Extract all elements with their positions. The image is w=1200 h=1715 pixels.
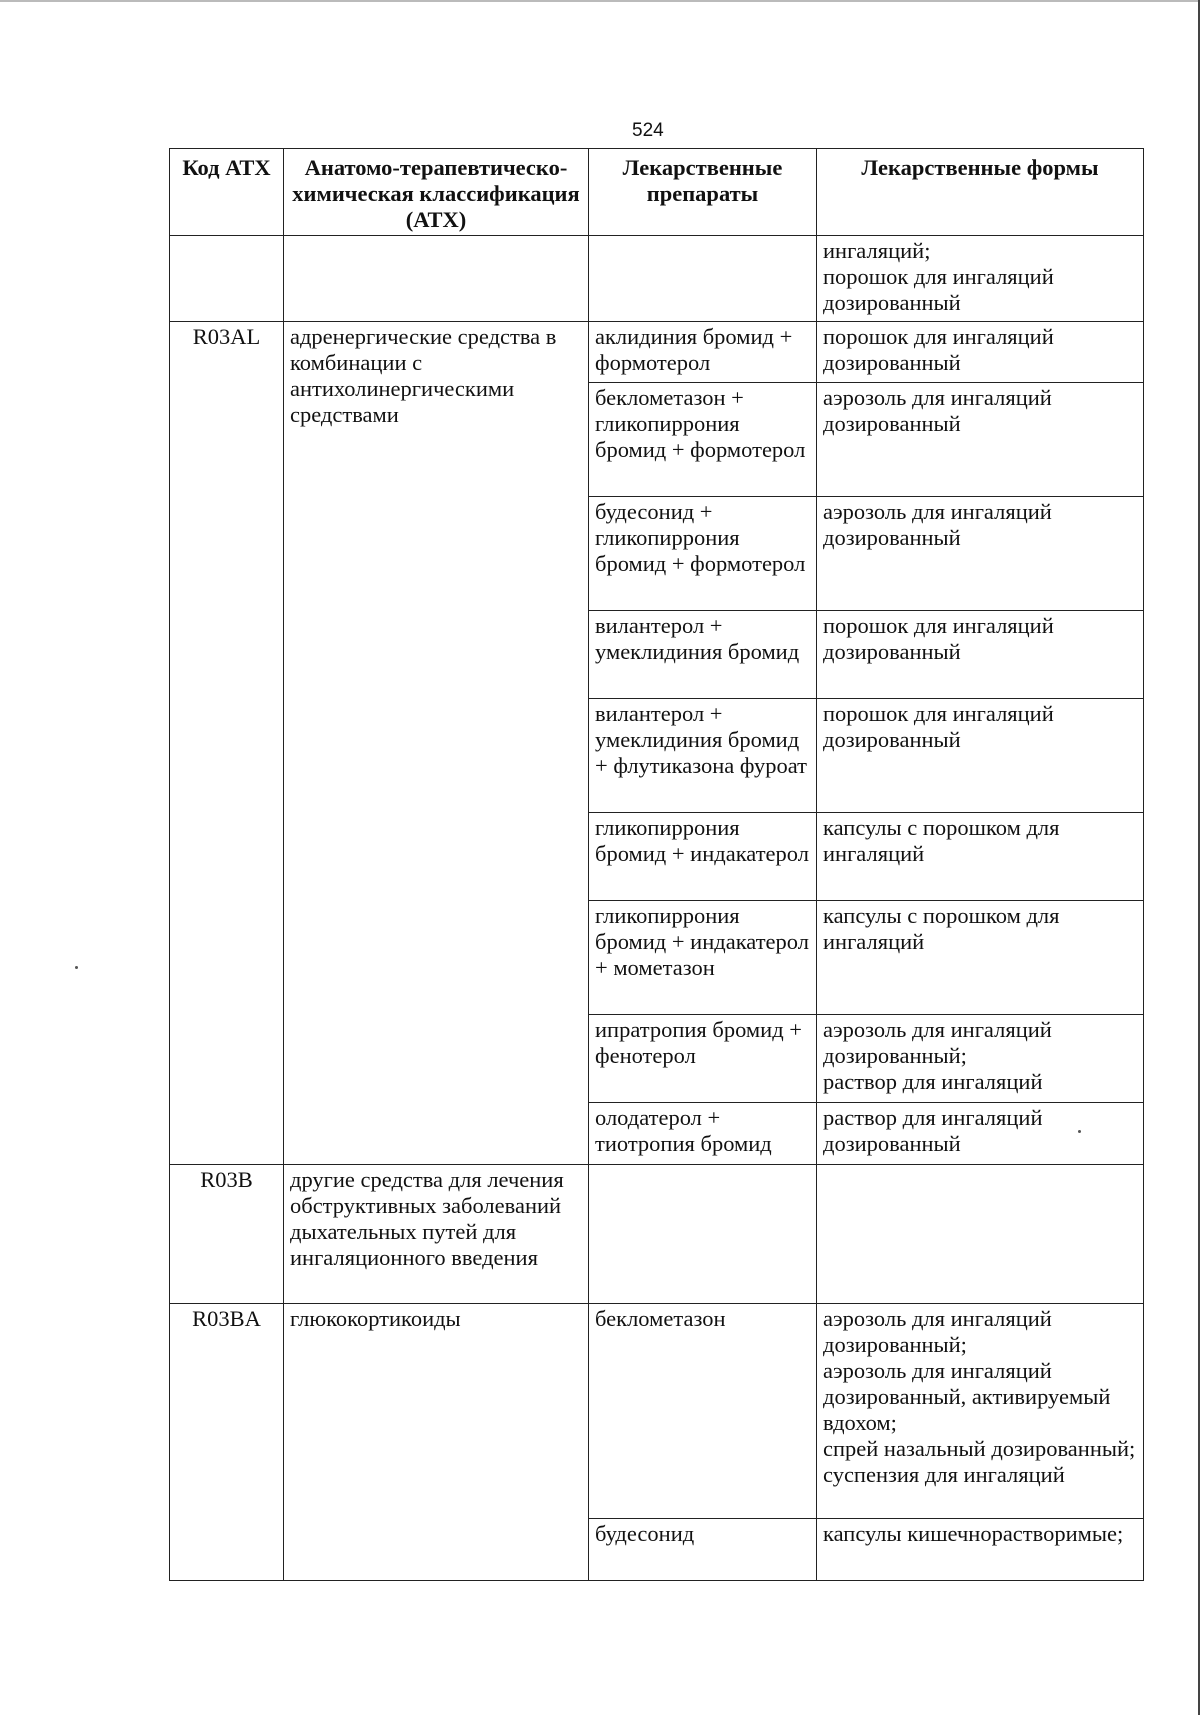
drug-cell: вилантерол + умеклидиния бромид	[589, 611, 817, 699]
header-forms: Лекарственные формы	[817, 149, 1144, 236]
atc-code-cell-continued	[170, 901, 284, 1165]
table-row	[170, 1165, 1144, 1304]
forms-cell: капсулы с порошком для ингаляций	[817, 813, 1144, 901]
forms-cell: аэрозоль для ингаляций дозированный	[817, 497, 1144, 611]
atc-code-cell: R03BA	[170, 1304, 284, 1581]
drug-cell: будесонид + гликопиррония бромид + формотерол	[589, 497, 817, 611]
scan-speck	[75, 966, 78, 969]
forms-cell: порошок для ингаляций дозированный	[817, 699, 1144, 813]
forms-cell	[817, 1165, 1144, 1304]
drug-cell: ипратропия бромид + фенотерол	[589, 1015, 817, 1103]
forms-cell: аэрозоль для ингаляций дозированный	[817, 383, 1144, 497]
continuation-code-cell	[170, 236, 284, 322]
table-header-row	[170, 149, 1144, 236]
drug-cell: олодатерол + тиотропия бромид	[589, 1103, 817, 1165]
drug-cell: гликопиррония бромид + индакатерол	[589, 813, 817, 901]
atc-drug-table	[169, 148, 1144, 1581]
drug-cell: беклометазон	[589, 1304, 817, 1519]
drug-cell: гликопиррония бромид + индакатерол + мометазон	[589, 901, 817, 1015]
table-row	[170, 901, 1144, 1015]
table-row	[170, 322, 1144, 383]
continuation-classification-cell	[284, 236, 589, 322]
continuation-row	[170, 236, 1144, 322]
table-row	[170, 1304, 1144, 1519]
scan-edge-top	[0, 0, 1200, 2]
atc-classification-cell: глюкокортикоиды	[284, 1304, 589, 1581]
forms-cell: порошок для ингаляций дозированный	[817, 322, 1144, 383]
forms-cell: аэрозоль для ингаляций дозированный; раствор для ингаляций	[817, 1015, 1144, 1103]
scan-speck	[1078, 1130, 1081, 1133]
drug-cell	[589, 1165, 817, 1304]
drug-cell: вилантерол + умеклидиния бромид + флутиказона фуроат	[589, 699, 817, 813]
drug-cell: будесонид	[589, 1519, 817, 1581]
atc-classification-cell-continued	[284, 901, 589, 1165]
forms-cell: аэрозоль для ингаляций дозированный; аэрозоль для ингаляций дозированный, активируемый вдохом; спрей назальный дозированный; суспензия для ингаляций	[817, 1304, 1144, 1519]
forms-cell: капсулы с порошком для ингаляций	[817, 901, 1144, 1015]
forms-cell: раствор для ингаляций дозированный	[817, 1103, 1144, 1165]
atc-classification-cell: адренергические средства в комбинации с антихолинергическими средствами	[284, 322, 589, 901]
atc-code-cell: R03AL	[170, 322, 284, 901]
header-drugs: Лекарственные препараты	[589, 149, 817, 236]
continuation-drug-cell	[589, 236, 817, 322]
forms-cell: капсулы кишечнорастворимые;	[817, 1519, 1144, 1581]
drug-cell: беклометазон + гликопиррония бромид + формотерол	[589, 383, 817, 497]
atc-code-cell: R03B	[170, 1165, 284, 1304]
drug-cell: аклидиния бромид + формотерол	[589, 322, 817, 383]
continuation-forms-cell: ингаляций; порошок для ингаляций дозированный	[817, 236, 1144, 322]
page-number: 524	[632, 120, 664, 141]
header-classification: Анатомо-терапевтическо-химическая классификация (АТХ)	[284, 149, 589, 236]
forms-cell: порошок для ингаляций дозированный	[817, 611, 1144, 699]
atc-classification-cell: другие средства для лечения обструктивных заболеваний дыхательных путей для ингаляционного введения	[284, 1165, 589, 1304]
header-code: Код АТХ	[170, 149, 284, 236]
